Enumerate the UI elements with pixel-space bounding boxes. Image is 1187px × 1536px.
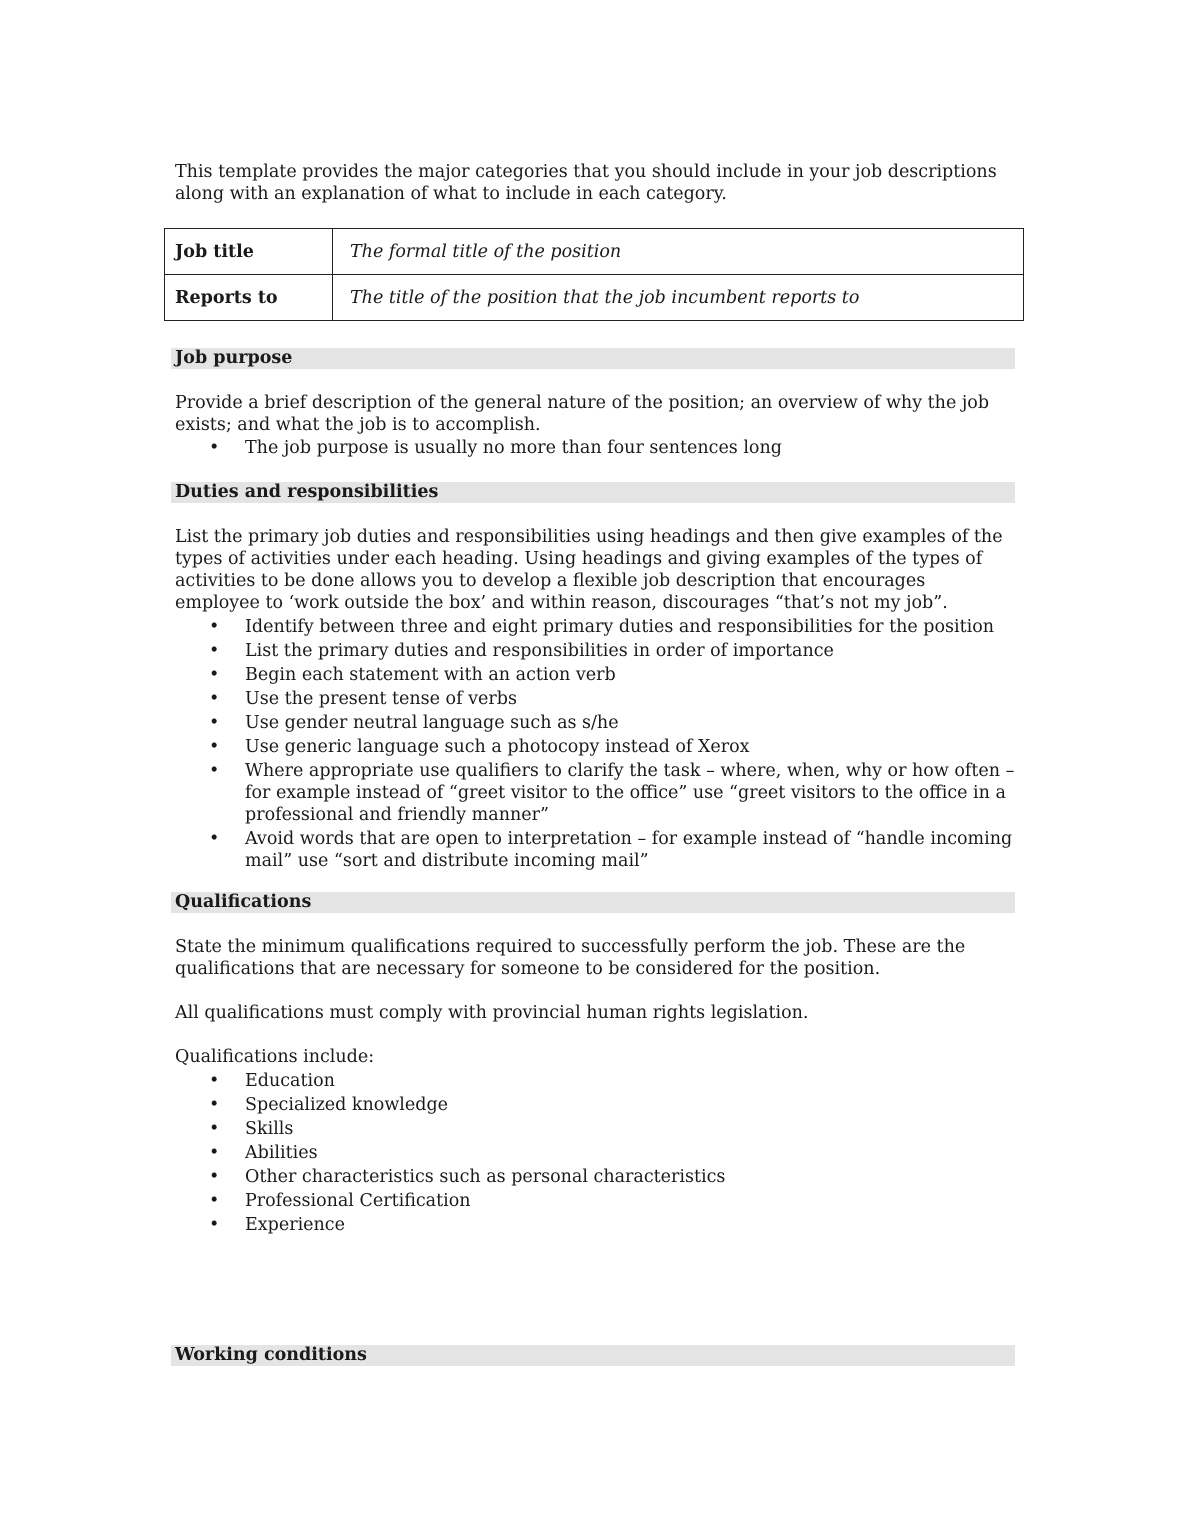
list-item: • List the primary duties and responsibilities in order of importance: [209, 641, 834, 661]
list-item: • Where appropriate use qualifiers to clarify the task – where, when, why or how often – for example instead of “greet visitor to the office” use “greet visitors to the office in a professional and friendly manner”: [209, 761, 1015, 825]
table-row: [165, 275, 1024, 321]
list-item: • Avoid words that are open to interpretation – for example instead of “handle incoming mail” use “sort and distribute incoming mail”: [209, 829, 1013, 871]
list-item: • The job purpose is usually no more than four sentences long: [209, 438, 782, 458]
bullet-icon: •: [209, 829, 220, 849]
list-item: • Use the present tense of verbs: [209, 689, 517, 709]
bullet-icon: •: [209, 1071, 220, 1091]
working-conditions-heading: Working conditions: [171, 1345, 1015, 1366]
duties-text: List the primary job duties and responsibilities using headings and then give examples of the types of activities under each heading. Using headings and giving examples of the types of activities to be done allows you to develop a flexible job description that encourages employee to ‘work outside the box’ and within reason, discourages “that’s not my job”.: [175, 527, 1003, 613]
bullet-icon: •: [209, 1215, 220, 1235]
bullet-icon: •: [209, 665, 220, 685]
intro-paragraph: This template provides the major categories that you should include in your job descriptions along with an explanation of what to include in each category.: [175, 162, 997, 204]
list-item: • Abilities: [209, 1143, 318, 1163]
bullet-icon: •: [209, 761, 220, 781]
bullet-icon: •: [209, 713, 220, 733]
bullet-icon: •: [209, 1095, 220, 1115]
list-item: • Skills: [209, 1119, 294, 1139]
duties-heading: Duties and responsibilities: [171, 482, 1015, 503]
bullet-icon: •: [209, 689, 220, 709]
qualifications-include-label: Qualifications include:: [175, 1047, 375, 1067]
list-item: • Identify between three and eight primary duties and responsibilities for the position: [209, 617, 995, 637]
qualifications-list: [175, 1070, 1015, 1238]
reports-to-label: Reports to: [165, 275, 333, 321]
reports-to-value: The title of the position that the job incumbent reports to: [333, 275, 1024, 321]
job-purpose-list: [175, 437, 1015, 461]
list-item: • Education: [209, 1071, 335, 1091]
list-item: • Begin each statement with an action verb: [209, 665, 616, 685]
job-info-table: [164, 228, 1024, 321]
bullet-icon: •: [209, 1143, 220, 1163]
list-item: • Specialized knowledge: [209, 1095, 449, 1115]
duties-list: [175, 616, 1015, 874]
bullet-icon: •: [209, 438, 220, 458]
qualifications-text: State the minimum qualifications required to successfully perform the job. These are the qualifications that are necessary for someone to be considered for the position.: [175, 937, 966, 979]
bullet-icon: •: [209, 737, 220, 757]
qualifications-compliance-text: All qualifications must comply with provincial human rights legislation.: [175, 1003, 809, 1023]
job-title-value: The formal title of the position: [333, 229, 1024, 275]
list-item: • Other characteristics such as personal characteristics: [209, 1167, 726, 1187]
bullet-icon: •: [209, 1191, 220, 1211]
qualifications-heading: Qualifications: [171, 892, 1015, 913]
job-purpose-text: Provide a brief description of the general nature of the position; an overview of why the job exists; and what the job is to accomplish.: [175, 393, 990, 435]
list-item: • Use generic language such a photocopy instead of Xerox: [209, 737, 750, 757]
bullet-icon: •: [209, 641, 220, 661]
bullet-icon: •: [209, 617, 220, 637]
table-row: [165, 229, 1024, 275]
job-purpose-heading: Job purpose: [171, 348, 1015, 369]
job-title-label: Job title: [165, 229, 333, 275]
list-item: • Professional Certification: [209, 1191, 471, 1211]
list-item: • Use gender neutral language such as s/he: [209, 713, 619, 733]
bullet-icon: •: [209, 1119, 220, 1139]
list-item: • Experience: [209, 1215, 345, 1235]
bullet-icon: •: [209, 1167, 220, 1187]
